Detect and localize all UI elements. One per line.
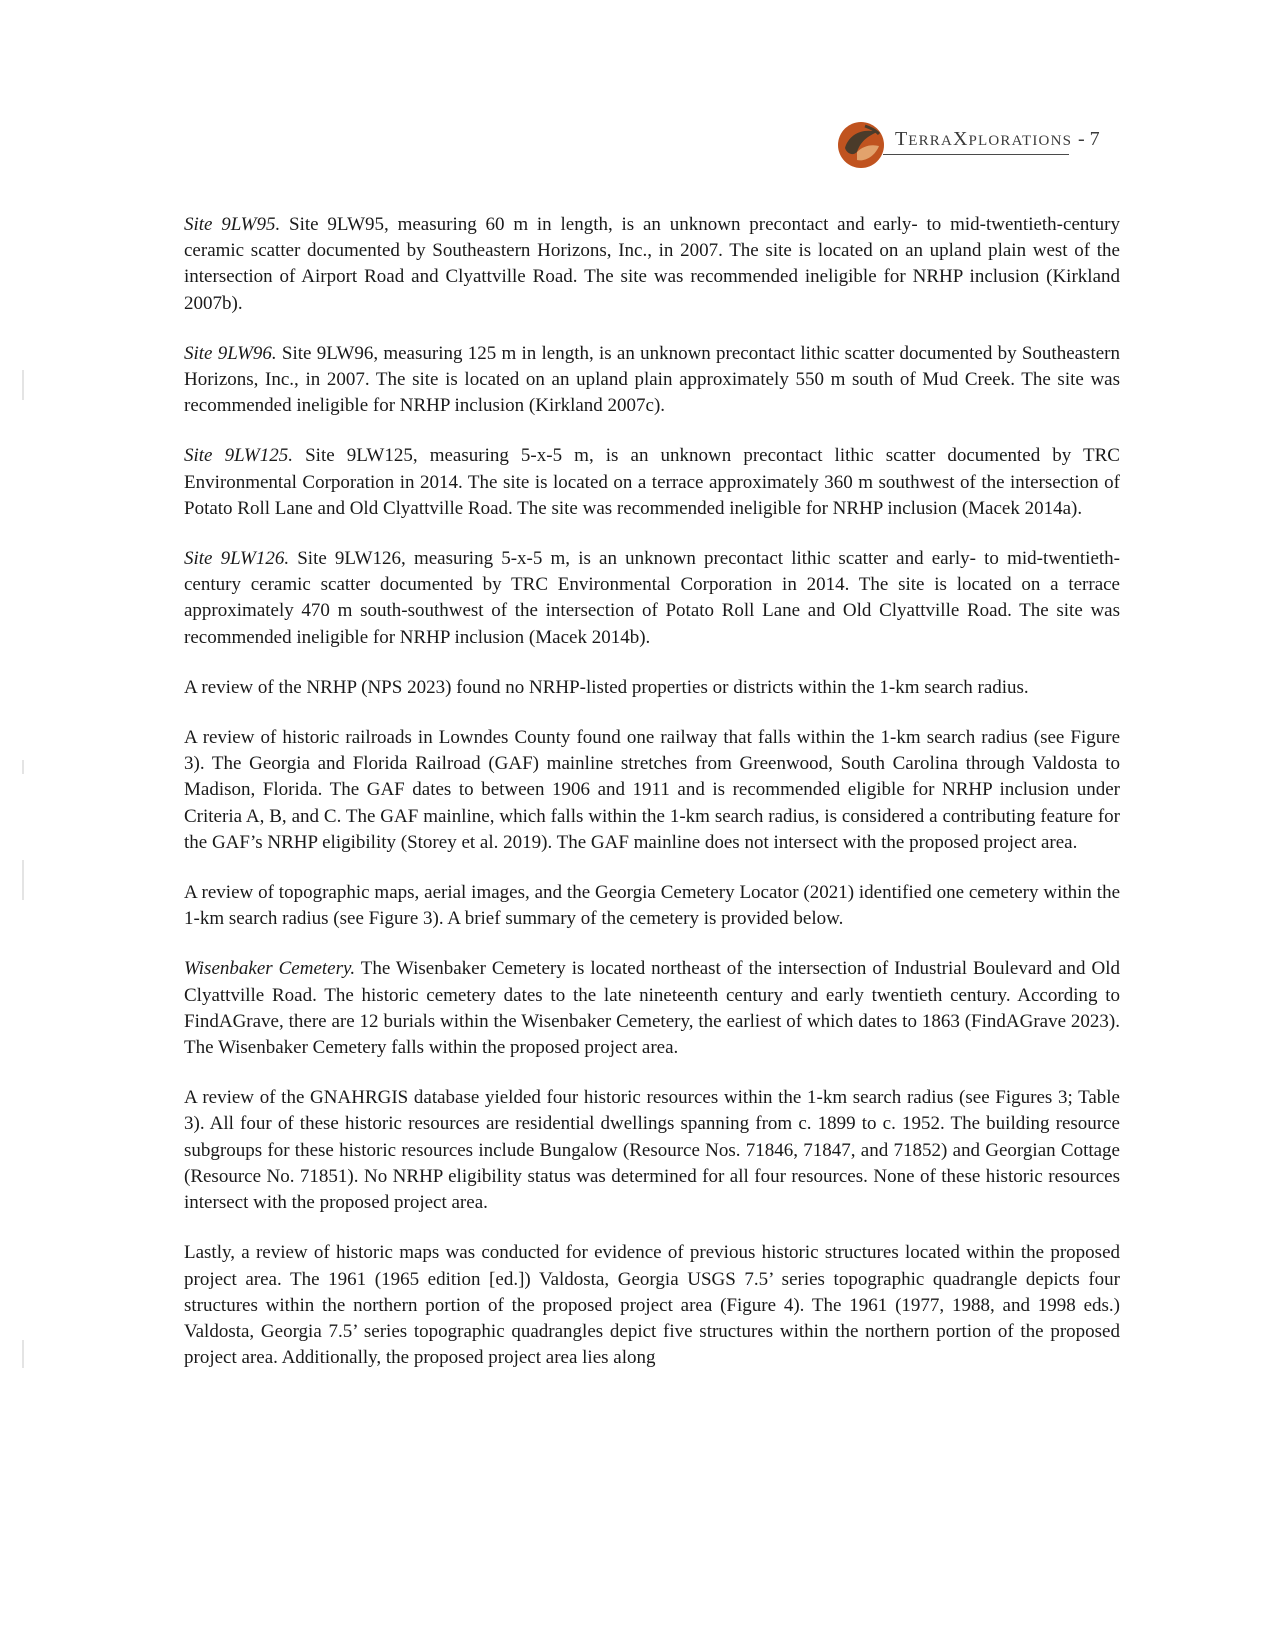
- paragraph-text: A review of historic railroads in Lowndes County found one railway that falls within the 1-km search radius (see Figure 3). The Georgia and Florida Railroad (GAF) mainline stretches from Greenwood, South Carolina through Valdosta to Madison, Florida. The GAF dates to between 1906 and 1911 and is recommended eligible for NRHP inclusion under Criteria A, B, and C. The GAF mainline, which falls within the 1-km search radius, is considered a contributing feature for the GAF’s NRHP eligibility (Storey et al. 2019). The GAF mainline does not intersect with the proposed project area.: [184, 727, 1120, 853]
- page-header: [835, 118, 1125, 178]
- paragraph-gnahrgis-review: [184, 1085, 1120, 1216]
- paragraph-wisenbaker-cemetery: [184, 956, 1120, 1061]
- paragraph-text: Site 9LW125, measuring 5-x-5 m, is an unknown precontact lithic scatter documented by TRC Environmental Corporation in 2014. The site is located on a terrace approximately 360 m southwest of the intersection of Potato Roll Lane and Old Clyattville Road. The site was recommended ineligible for NRHP inclusion (Macek 2014a).: [184, 445, 1120, 519]
- brand-part-2: PLORATIONS: [968, 133, 1073, 149]
- body-text: [184, 212, 1120, 1395]
- paragraph-lead: Site 9LW126.: [184, 548, 290, 570]
- scan-margin-marks: [14, 340, 34, 1440]
- paragraph-text: A review of topographic maps, aerial images, and the Georgia Cemetery Locator (2021) identified one cemetery within the 1-km search radius (see Figure 3). A brief summary of the cemetery is provided below.: [184, 882, 1120, 930]
- paragraph-historic-maps-review: [184, 1240, 1120, 1371]
- paragraph-lead: Site 9LW95.: [184, 214, 281, 235]
- paragraph-text: The Wisenbaker Cemetery is located northeast of the intersection of Industrial Boulevard and Old Clyattville Road. The historic cemetery dates to the late nineteenth century and early twentieth century. According to FindAGrave, there are 12 burials within the Wisenbaker Cemetery, the earliest of which dates to 1863 (FindAGrave 2023). The Wisenbaker Cemetery falls within the proposed project area.: [184, 958, 1120, 1059]
- paragraph-site-9lw126: [184, 546, 1120, 651]
- terraxplorations-logo-icon: [835, 118, 887, 170]
- paragraph-railroad-review: [184, 725, 1120, 856]
- brand-part-1: ERRA: [908, 133, 954, 149]
- paragraph-site-9lw96: [184, 341, 1120, 420]
- paragraph-text: Lastly, a review of historic maps was conducted for evidence of previous historic structures located within the proposed project area. The 1961 (1965 edition [ed.]) Valdosta, Georgia USGS 7.5’ series topographic quadrangle depicts four structures within the northern portion of the proposed project area (Figure 4). The 1961 (1977, 1988, and 1998 eds.) Valdosta, Georgia 7.5’ series topographic quadrangles depict five structures within the northern portion of the proposed project area. Additionally, the proposed project area lies along: [184, 1242, 1120, 1369]
- paragraph-lead: Site 9LW96.: [184, 342, 277, 364]
- page-number: - 7: [1078, 128, 1100, 150]
- paragraph-site-9lw125: [184, 443, 1120, 522]
- paragraph-site-9lw95: [184, 212, 1120, 317]
- brand-x: X: [953, 128, 969, 150]
- brand-name: [895, 128, 1072, 151]
- paragraph-text: Site 9LW126, measuring 5-x-5 m, is an unknown precontact lithic scatter and early- to mid-twentieth-century ceramic scatter documented by TRC Environmental Corporation in 2014. The site is located on a terrace approximately 470 m south-southwest of the intersection of Potato Roll Lane and Old Clyattville Road. The site was recommended ineligible for NRHP inclusion (Macek 2014b).: [184, 548, 1120, 648]
- brand-initial: T: [895, 128, 909, 150]
- paragraph-text: Site 9LW96, measuring 125 m in length, is an unknown precontact lithic scatter documented by Southeastern Horizons, Inc., in 2007. The site is located on an upland plain approximately 550 m south of Mud Creek. The site was recommended ineligible for NRHP inclusion (Kirkland 2007c).: [184, 342, 1120, 417]
- paragraph-lead: Site 9LW125.: [184, 445, 294, 467]
- paragraph-cemetery-review: [184, 880, 1120, 932]
- paragraph-text: Site 9LW95, measuring 60 m in length, is an unknown precontact and early- to mid-twentieth-century ceramic scatter documented by Southeastern Horizons, Inc., in 2007. The site is located on an upland plain west of the intersection of Airport Road and Clyattville Road. The site was recommended ineligible for NRHP inclusion (Kirkland 2007b).: [184, 214, 1120, 314]
- paragraph-text: A review of the NRHP (NPS 2023) found no NRHP-listed properties or districts within the 1-km search radius.: [184, 676, 1029, 698]
- paragraph-lead: Wisenbaker Cemetery.: [184, 958, 356, 980]
- paragraph-nrhp-review: [184, 675, 1120, 701]
- brand-underline: [883, 154, 1069, 155]
- paragraph-text: A review of the GNAHRGIS database yielded four historic resources within the 1-km search radius (see Figures 3; Table 3). All four of these historic resources are residential dwellings spanning from c. 1899 to c. 1952. The building resource subgroups for these historic resources include Bungalow (Resource Nos. 71846, 71847, and 71852) and Georgian Cottage (Resource No. 71851). No NRHP eligibility status was determined for all four resources. None of these historic resources intersect with the proposed project area.: [184, 1087, 1120, 1214]
